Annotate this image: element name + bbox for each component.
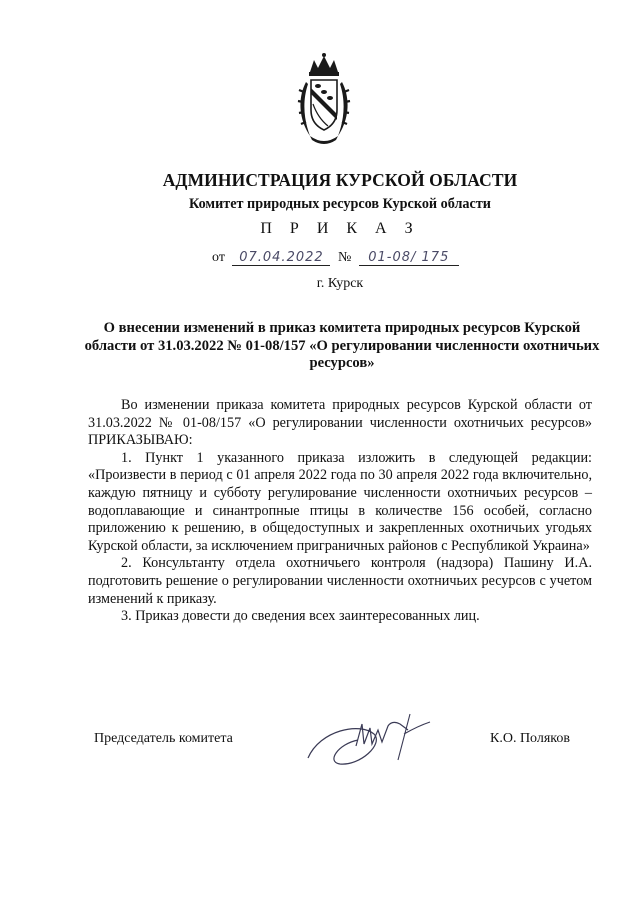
document-heading: О внесении изменений в приказ комитета природных ресурсов Курской области от 31.03.2022 № 01-08/157 «О регулировании численности охотничьих ресурсов» [84,320,600,371]
document-type: П Р И К А З [260,220,420,237]
coat-of-arms-icon [296,52,352,146]
intro-paragraph: Во изменении приказа комитета природных ресурсов Курской области от 31.03.2022 № 01-08/157 «О регулировании численности охотничьих ресурсов» ПРИКАЗЫВАЮ: [88,397,592,449]
signatory-name: К.О. Поляков [490,731,571,746]
number-field: 01-08/ 175 [359,251,459,266]
organization-title: АДМИНИСТРАЦИЯ КУРСКОЙ ОБЛАСТИ [162,170,518,190]
date-number-line [212,250,459,266]
handwritten-signature [300,700,450,772]
city-label: г. Курск [316,276,364,291]
signatory-position: Председатель комитета [94,731,233,746]
date-field: 07.04.2022 [232,251,330,266]
item-2-paragraph: 2. Консультанту отдела охотничьего контроля (надзора) Пашину И.А. подготовить решение о регулировании численности охотничьих ресурсов с учетом изменений к приказу. [88,555,592,607]
document-body [88,397,592,626]
item-3-paragraph: 3. Приказ довести до сведения всех заинтересованных лиц. [121,608,480,625]
number-prefix: № [337,250,352,265]
item-1-paragraph: 1. Пункт 1 указанного приказа изложить в следующей редакции: «Произвести в период с 01 апреля 2022 года по 30 апреля 2022 года включительно, каждую пятницу и субботу регулирование численности охотничьих ресурсов – водоплавающие и синантропные птицы в количестве 156 особей, согласно приложению к решению, в общедоступных и закрепленных охотничьих угодьях Курской области, за исключением приграничных районов с Республикой Украина» [88,449,592,554]
committee-subtitle: Комитет природных ресурсов Курской области [189,196,491,212]
date-prefix: от [212,250,225,265]
